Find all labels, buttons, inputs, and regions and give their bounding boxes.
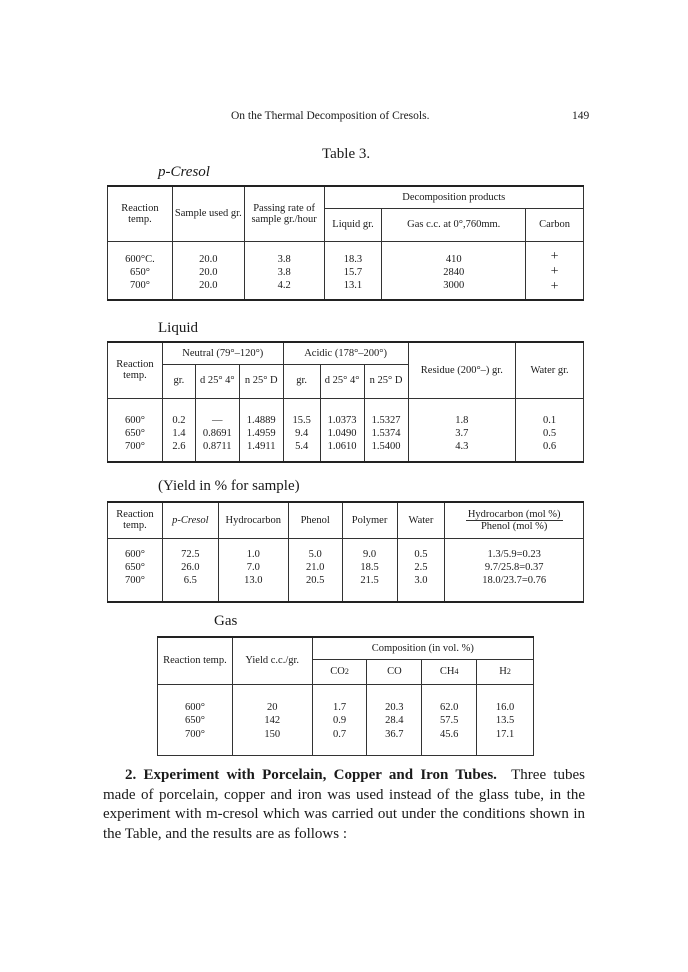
running-title: On the Thermal Decomposition of Cresols. bbox=[231, 110, 430, 122]
col-acidic-gr: gr. bbox=[283, 364, 320, 398]
table-row bbox=[108, 441, 584, 462]
cell: 1.7 bbox=[312, 684, 367, 713]
col-carbon: Carbon bbox=[526, 208, 584, 241]
table-row bbox=[158, 713, 534, 729]
cell: 1.4 bbox=[162, 426, 195, 441]
cell: 9.0 bbox=[342, 538, 397, 560]
yield-title: (Yield in % for sample) bbox=[158, 478, 300, 494]
cell: 45.6 bbox=[422, 729, 477, 755]
cell: 20.0 bbox=[172, 280, 244, 300]
table-row bbox=[108, 280, 584, 300]
col-acidic-d: d 25° 4° bbox=[320, 364, 364, 398]
cell: 650° bbox=[108, 560, 163, 575]
liquid-table bbox=[107, 341, 584, 463]
cell: 2.5 bbox=[397, 560, 445, 575]
cell: 2.6 bbox=[162, 441, 195, 462]
cell: 0.8691 bbox=[195, 426, 239, 441]
cell: 21.5 bbox=[342, 575, 397, 602]
cell: 600° bbox=[108, 398, 163, 426]
cell: 1.3/5.9=0.23 bbox=[445, 538, 584, 560]
cell: 700° bbox=[158, 729, 233, 755]
table-subtitle: p-Cresol bbox=[158, 164, 210, 180]
cell: 410 bbox=[382, 241, 526, 265]
cell: 5.0 bbox=[288, 538, 342, 560]
table-caption: Table 3. bbox=[322, 146, 371, 162]
col-acidic-n: n 25° D bbox=[364, 364, 408, 398]
col-water: Water gr. bbox=[516, 342, 584, 398]
cell: — bbox=[195, 398, 239, 426]
col-reaction-temp: Reaction temp. bbox=[158, 637, 233, 684]
col-liquid: Liquid gr. bbox=[324, 208, 382, 241]
cell: 600°C. bbox=[108, 241, 173, 265]
cell: 700° bbox=[108, 280, 173, 300]
cell: 600° bbox=[158, 684, 233, 713]
cell: 9.7/25.8=0.37 bbox=[445, 560, 584, 575]
cell: 650° bbox=[158, 713, 233, 729]
cell: 3.8 bbox=[244, 241, 324, 265]
col-neutral-d: d 25° 4° bbox=[195, 364, 239, 398]
cell: 16.0 bbox=[477, 684, 534, 713]
cell: 1.0490 bbox=[320, 426, 364, 441]
col-gas: Gas c.c. at 0°,760mm. bbox=[382, 208, 526, 241]
ratio-denominator: Phenol (mol %) bbox=[480, 520, 548, 532]
table-3 bbox=[107, 185, 584, 301]
cell: 0.2 bbox=[162, 398, 195, 426]
cell: 1.5400 bbox=[364, 441, 408, 462]
cell: 650° bbox=[108, 265, 173, 280]
cell: 15.7 bbox=[324, 265, 382, 280]
cell: 1.0373 bbox=[320, 398, 364, 426]
cell: 4.2 bbox=[244, 280, 324, 300]
cell: 20.0 bbox=[172, 265, 244, 280]
cell: 1.4911 bbox=[239, 441, 283, 462]
cell: 21.0 bbox=[288, 560, 342, 575]
col-yield: Yield c.c./gr. bbox=[232, 637, 312, 684]
table-row bbox=[158, 729, 534, 755]
cell: 1.8 bbox=[408, 398, 516, 426]
cell: 600° bbox=[108, 538, 163, 560]
cell: 17.1 bbox=[477, 729, 534, 755]
cell: 15.5 bbox=[283, 398, 320, 426]
cell: 18.3 bbox=[324, 241, 382, 265]
cell: 3.7 bbox=[408, 426, 516, 441]
cell: 0.9 bbox=[312, 713, 367, 729]
cell: 1.5374 bbox=[364, 426, 408, 441]
ratio-numerator: Hydrocarbon (mol %) bbox=[467, 508, 561, 520]
cell: 20.0 bbox=[172, 241, 244, 265]
cell: 28.4 bbox=[367, 713, 422, 729]
gas-title: Gas bbox=[214, 613, 238, 629]
cell: 1.4959 bbox=[239, 426, 283, 441]
cell: 62.0 bbox=[422, 684, 477, 713]
col-residue: Residue (200°–) gr. bbox=[408, 342, 516, 398]
cell: 7.0 bbox=[218, 560, 288, 575]
cell: 0.1 bbox=[516, 398, 584, 426]
gas-table bbox=[157, 636, 534, 756]
col-sample-used: Sample used gr. bbox=[172, 186, 244, 241]
cell: 4.3 bbox=[408, 441, 516, 462]
section-heading: 2. Experiment with Porcelain, Copper and Iron Tubes. bbox=[125, 767, 497, 783]
col-decomposition-products: Decomposition products bbox=[324, 186, 583, 208]
table-row bbox=[108, 241, 584, 265]
cell: 0.8711 bbox=[195, 441, 239, 462]
cell: 20.5 bbox=[288, 575, 342, 602]
cell: 1.4889 bbox=[239, 398, 283, 426]
cell: 3.8 bbox=[244, 265, 324, 280]
cell: 26.0 bbox=[162, 560, 218, 575]
col-passing-rate: Passing rate of sample gr./hour bbox=[244, 186, 324, 241]
cell: 13.1 bbox=[324, 280, 382, 300]
paragraph-text: Three tubes made of porcelain, copper and iron was used instead of the glass tube, in the experiment with m-cresol which was carried out under the conditions shown in the Table, and the results are as follows : bbox=[103, 767, 585, 842]
table-row bbox=[108, 265, 584, 280]
col-polymer: Polymer bbox=[342, 502, 397, 538]
cell: 150 bbox=[232, 729, 312, 755]
cell: 0.6 bbox=[516, 441, 584, 462]
col-reaction-temp: Reaction temp. bbox=[108, 342, 163, 398]
cell: 36.7 bbox=[367, 729, 422, 755]
cell: 0.5 bbox=[516, 426, 584, 441]
yield-table bbox=[107, 501, 584, 603]
cell: 2840 bbox=[382, 265, 526, 280]
cell: 13.0 bbox=[218, 575, 288, 602]
cell: 650° bbox=[108, 426, 163, 441]
col-composition: Composition (in vol. %) bbox=[312, 637, 533, 659]
cell: 6.5 bbox=[162, 575, 218, 602]
col-co2: CO2 bbox=[312, 659, 367, 684]
liquid-title: Liquid bbox=[158, 320, 198, 336]
col-h2: H2 bbox=[477, 659, 534, 684]
cell: 700° bbox=[108, 441, 163, 462]
col-reaction-temp: Reaction temp. bbox=[108, 186, 173, 241]
col-acidic: Acidic (178°–200°) bbox=[283, 342, 408, 364]
col-ch4: CH4 bbox=[422, 659, 477, 684]
col-phenol: Phenol bbox=[288, 502, 342, 538]
table-row bbox=[108, 538, 584, 560]
col-hydrocarbon: Hydrocarbon bbox=[218, 502, 288, 538]
page-number: 149 bbox=[572, 110, 590, 122]
col-neutral: Neutral (79°–120°) bbox=[162, 342, 283, 364]
col-p-cresol: p-Cresol bbox=[162, 502, 218, 538]
table-row bbox=[108, 426, 584, 441]
cell: 9.4 bbox=[283, 426, 320, 441]
cell: + bbox=[526, 241, 584, 265]
table-row bbox=[158, 684, 534, 713]
cell: 0.7 bbox=[312, 729, 367, 755]
body-paragraph bbox=[103, 766, 585, 844]
col-neutral-gr: gr. bbox=[162, 364, 195, 398]
col-co: CO bbox=[367, 659, 422, 684]
cell: + bbox=[526, 265, 584, 280]
cell: 13.5 bbox=[477, 713, 534, 729]
cell: 1.0610 bbox=[320, 441, 364, 462]
cell: 18.0/23.7=0.76 bbox=[445, 575, 584, 602]
col-ratio bbox=[445, 502, 584, 538]
cell: 1.5327 bbox=[364, 398, 408, 426]
table-row bbox=[108, 398, 584, 426]
cell: 1.0 bbox=[218, 538, 288, 560]
cell: 0.5 bbox=[397, 538, 445, 560]
cell: 3.0 bbox=[397, 575, 445, 602]
cell: 72.5 bbox=[162, 538, 218, 560]
table-row bbox=[108, 560, 584, 575]
cell: 20 bbox=[232, 684, 312, 713]
cell: 700° bbox=[108, 575, 163, 602]
cell: 20.3 bbox=[367, 684, 422, 713]
cell: 3000 bbox=[382, 280, 526, 300]
cell: 57.5 bbox=[422, 713, 477, 729]
table-row bbox=[108, 575, 584, 602]
cell: + bbox=[526, 280, 584, 300]
col-water: Water bbox=[397, 502, 445, 538]
cell: 142 bbox=[232, 713, 312, 729]
cell: 5.4 bbox=[283, 441, 320, 462]
cell: 18.5 bbox=[342, 560, 397, 575]
col-neutral-n: n 25° D bbox=[239, 364, 283, 398]
col-reaction-temp: Reaction temp. bbox=[108, 502, 163, 538]
